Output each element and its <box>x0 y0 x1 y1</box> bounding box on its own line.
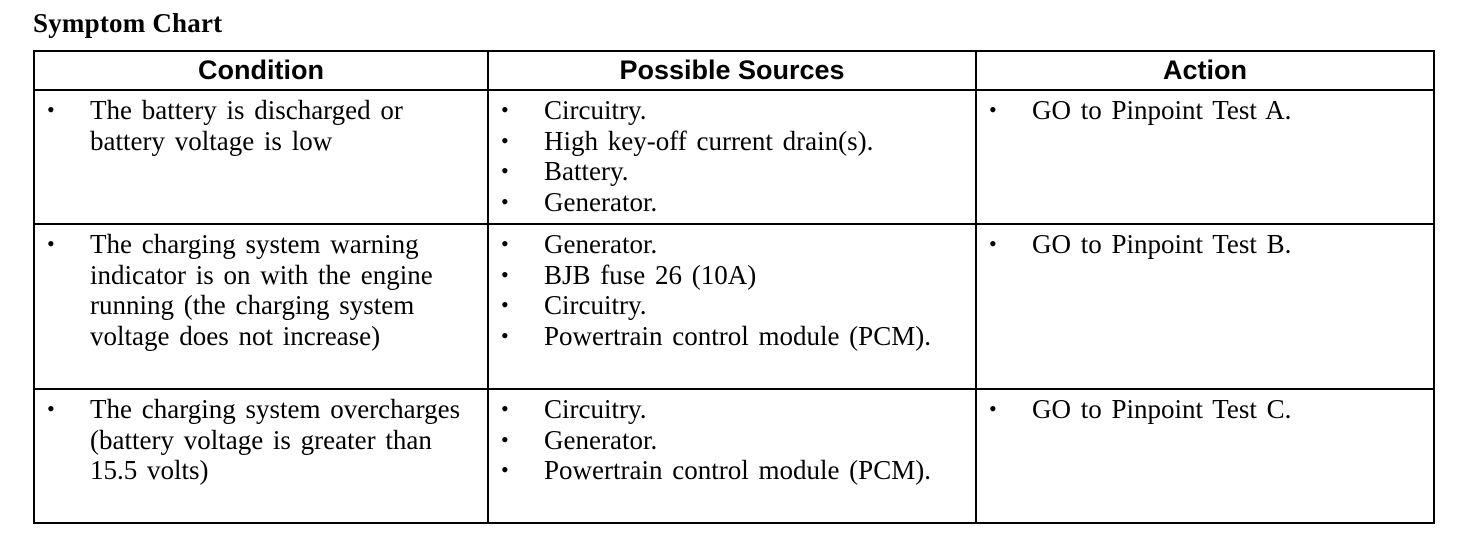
source-item: • Battery. <box>501 156 629 187</box>
sources-cell <box>488 90 976 224</box>
table-row <box>34 224 1434 389</box>
table-row <box>34 90 1434 224</box>
table-header-row <box>34 51 1434 90</box>
page-title: Symptom Chart <box>33 8 223 38</box>
source-item: • Generator. <box>501 186 658 217</box>
symptom-chart-table <box>33 50 1435 524</box>
bullet-icon: • <box>47 97 55 122</box>
condition-cell <box>34 90 488 224</box>
condition-cell <box>34 224 488 389</box>
action-cell <box>976 90 1434 224</box>
action-item: • GO to Pinpoint Test A. <box>989 95 1292 125</box>
bullet-icon: • <box>501 188 509 214</box>
bullet-icon: • <box>501 292 509 318</box>
bullet-icon: • <box>501 457 509 483</box>
action-item: • GO to Pinpoint Test B. <box>989 229 1292 259</box>
header-condition: Condition <box>34 51 488 90</box>
source-item: • Generator. <box>501 229 658 259</box>
bullet-icon: • <box>501 396 509 421</box>
action-cell <box>976 224 1434 389</box>
header-possible-sources: Possible Sources <box>488 51 976 90</box>
bullet-icon: • <box>501 322 509 348</box>
bullet-icon: • <box>501 97 509 122</box>
source-item: • BJB fuse 26 (10A) <box>501 259 757 290</box>
condition-item: • The charging system overcharges (battery voltage is greater than 15.5 volts) <box>47 394 461 486</box>
bullet-icon: • <box>47 396 55 421</box>
source-item: • Circuitry. <box>501 290 647 321</box>
source-item: • Circuitry. <box>501 394 647 424</box>
source-item: • Powertrain control module (PCM). <box>501 320 931 351</box>
table-row <box>34 389 1434 523</box>
source-item: • High key-off current drain(s). <box>501 125 874 156</box>
bullet-icon: • <box>989 231 997 256</box>
bullet-icon: • <box>501 127 509 153</box>
source-item: • Powertrain control module (PCM). <box>501 455 931 486</box>
bullet-icon: • <box>501 261 509 287</box>
source-item: • Circuitry. <box>501 95 647 125</box>
sources-cell <box>488 389 976 523</box>
action-item: • GO to Pinpoint Test C. <box>989 394 1292 424</box>
condition-item: • The battery is discharged or battery voltage is low <box>47 95 403 156</box>
bullet-icon: • <box>989 97 997 122</box>
sources-cell <box>488 224 976 389</box>
header-action: Action <box>976 51 1434 90</box>
action-cell <box>976 389 1434 523</box>
source-item: • Generator. <box>501 424 658 455</box>
bullet-icon: • <box>501 158 509 184</box>
bullet-icon: • <box>501 426 509 452</box>
bullet-icon: • <box>47 231 55 256</box>
condition-item: • The charging system warning indicator is on with the engine running (the charging system voltage does not increase) <box>47 229 433 351</box>
bullet-icon: • <box>989 396 997 421</box>
bullet-icon: • <box>501 231 509 256</box>
condition-cell <box>34 389 488 523</box>
